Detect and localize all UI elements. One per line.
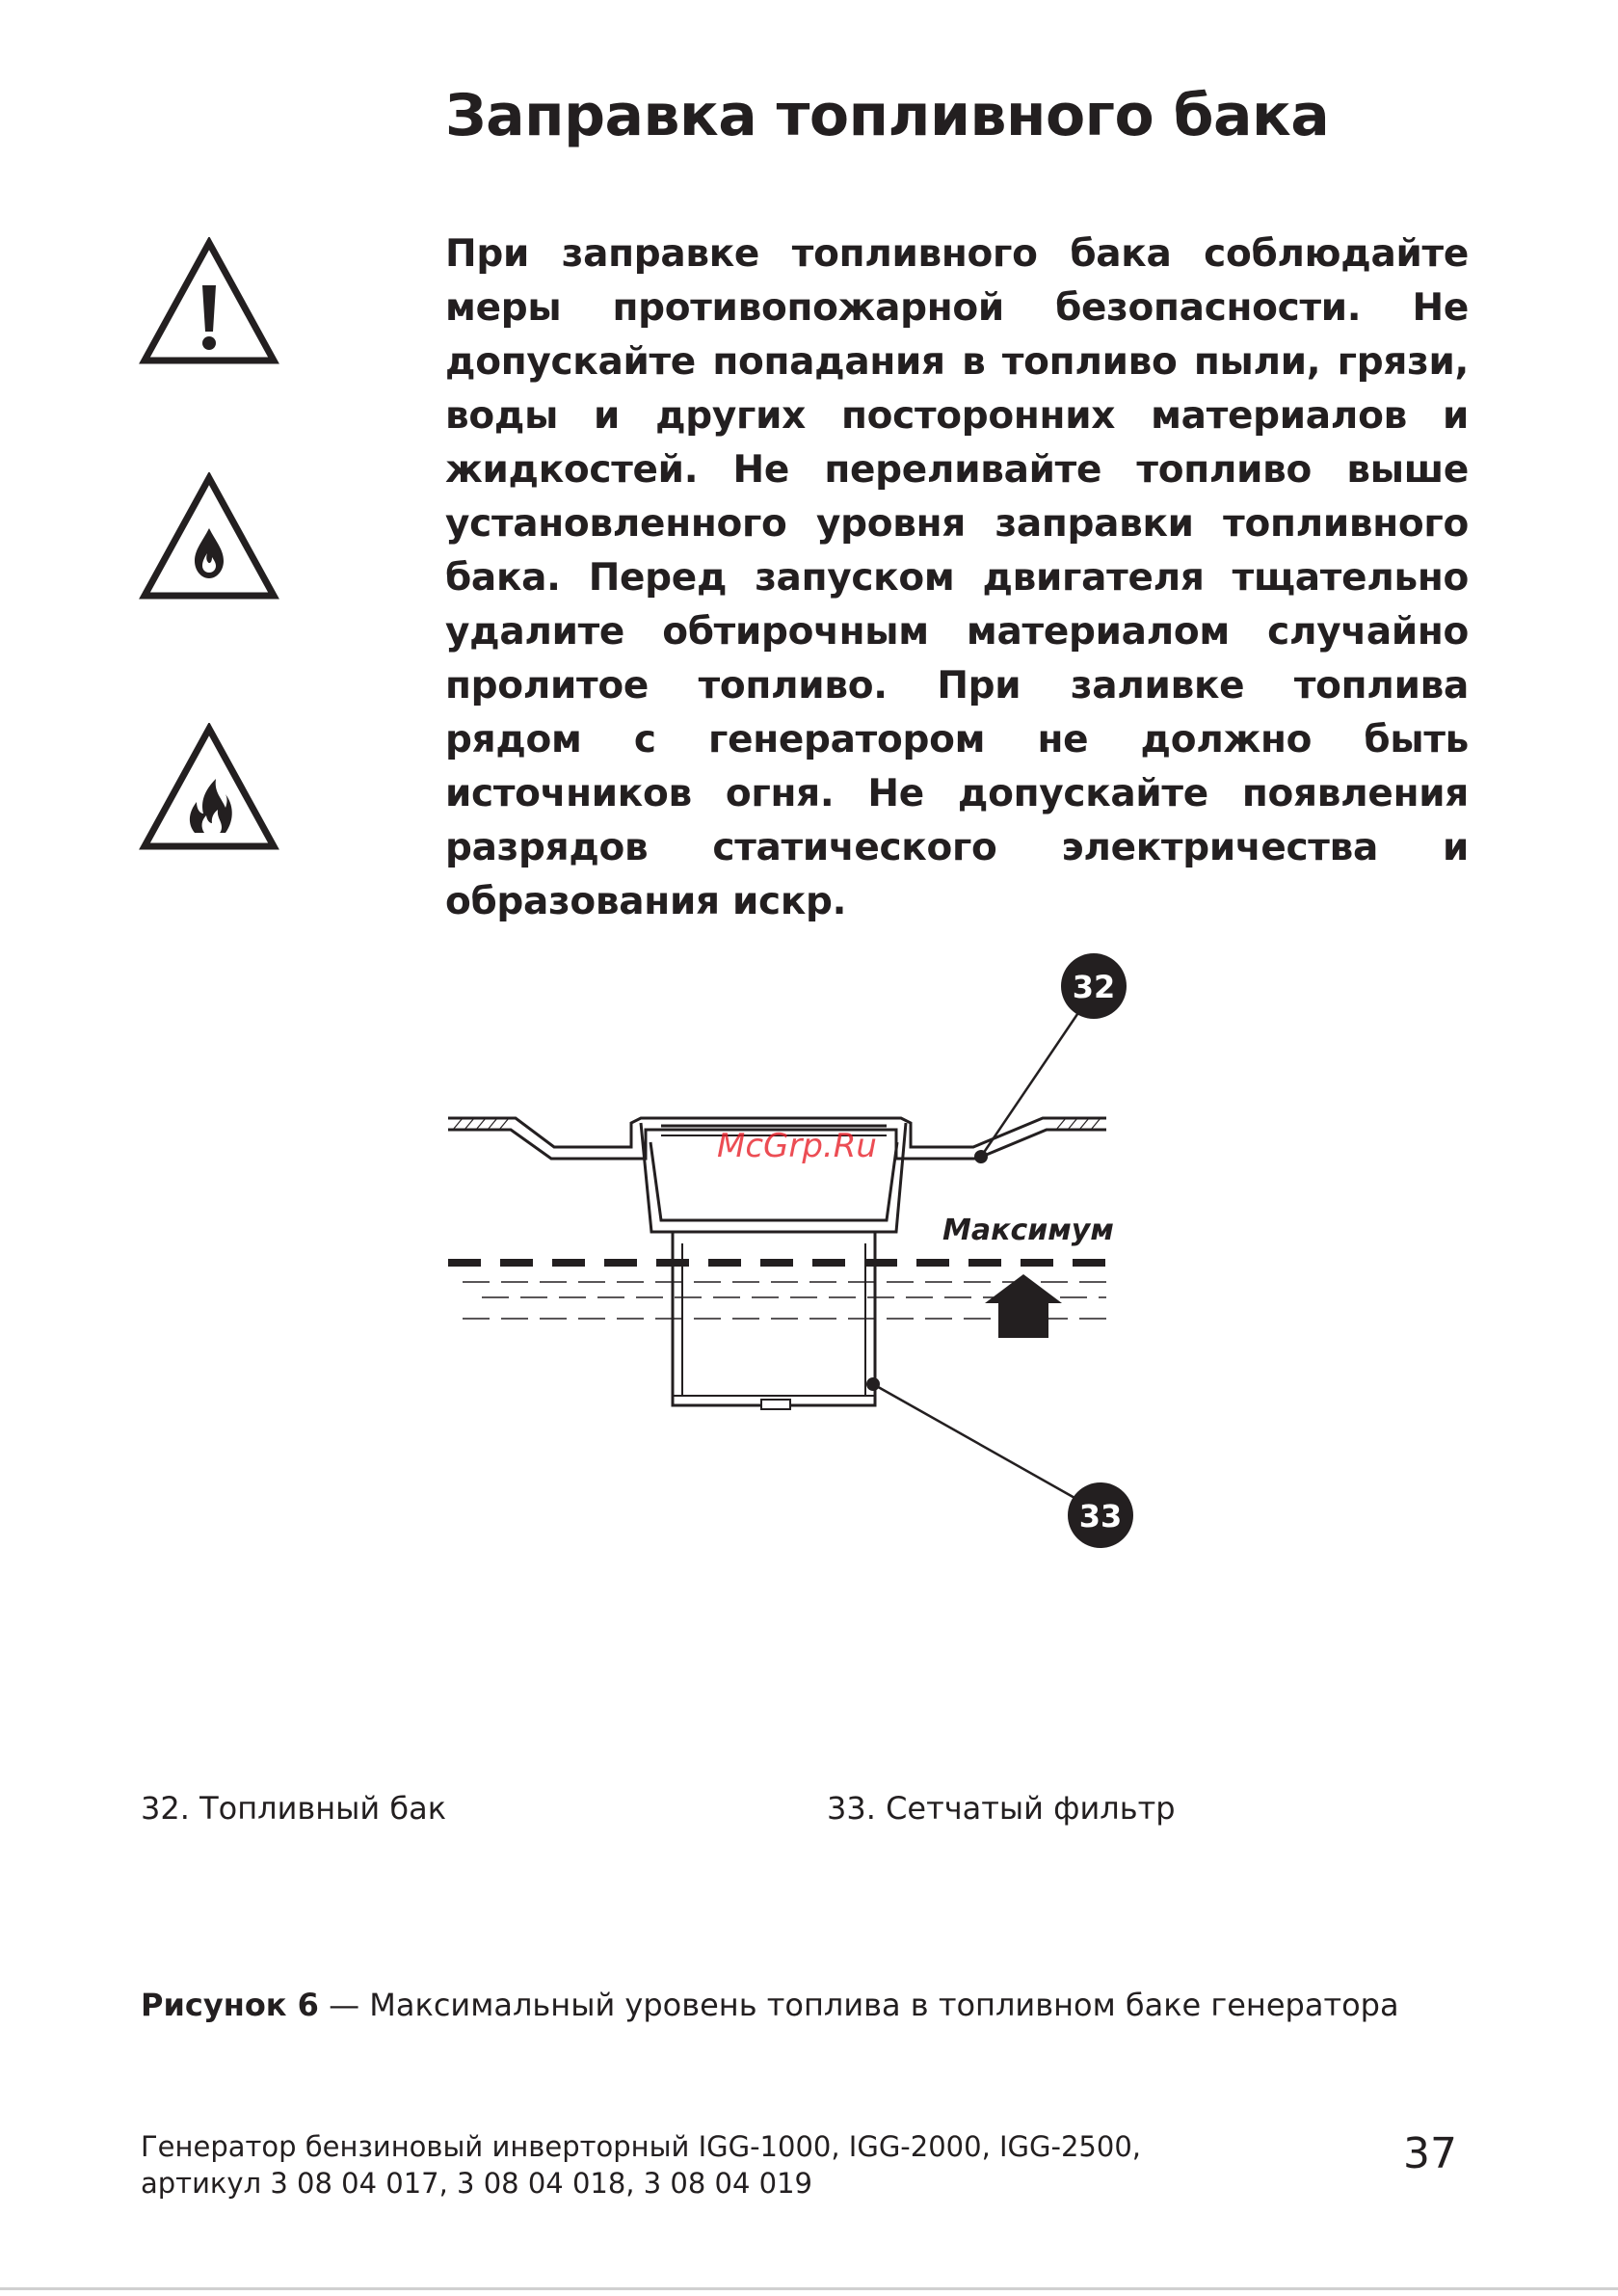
warning-exclamation-icon — [139, 237, 279, 366]
callout-32-label: 32 — [1072, 969, 1116, 1005]
fire-hazard-icon — [139, 723, 279, 852]
caption-text: — Максимальный уровень топлива в топливном баке генератора — [318, 1987, 1399, 2023]
max-label: Максимум — [942, 1214, 1114, 1247]
legend-item-33: 33. Сетчатый фильтр — [827, 1790, 1176, 1827]
fire-safety-paragraph: При заправке топливного бака соблюдайте меры противопожарной безопасности. Не допускайте попадания в топливо пыли, грязи, воды и других посторонних материалов и жидкостей. Не переливайте топливо выше установленного уровня заправки топливного бака. Перед запуском двигателя тщательно удалите обтирочным материалом случайно пролитое топливо. При заливке топлива рядом с генератором не должно быть источников огня. Не допускайте появления разрядов статического электричества и образования искр. — [445, 232, 1469, 923]
flammable-liquid-icon — [139, 472, 279, 601]
page-number: 37 — [1403, 2129, 1457, 2178]
fuel-tank-diagram — [424, 935, 1137, 1571]
callout-33-label: 33 — [1078, 1498, 1123, 1535]
footer-product-line: Генератор бензиновый инверторный IGG-1000, IGG-2000, IGG-2500, — [141, 2130, 1141, 2163]
legend-item-32: 32. Топливный бак — [141, 1790, 447, 1827]
footer — [141, 2128, 1141, 2202]
caption-label: Рисунок 6 — [141, 1987, 319, 2023]
watermark: McGrp.Ru — [717, 1127, 877, 1165]
bottom-rule — [0, 2287, 1618, 2290]
footer-article-line: артикул 3 08 04 017, 3 08 04 018, 3 08 04 019 — [141, 2167, 813, 2200]
figure-caption — [141, 1986, 1399, 2024]
page-title: Заправка топливного бака — [445, 82, 1330, 149]
fill-arrow-icon — [985, 1274, 1062, 1338]
